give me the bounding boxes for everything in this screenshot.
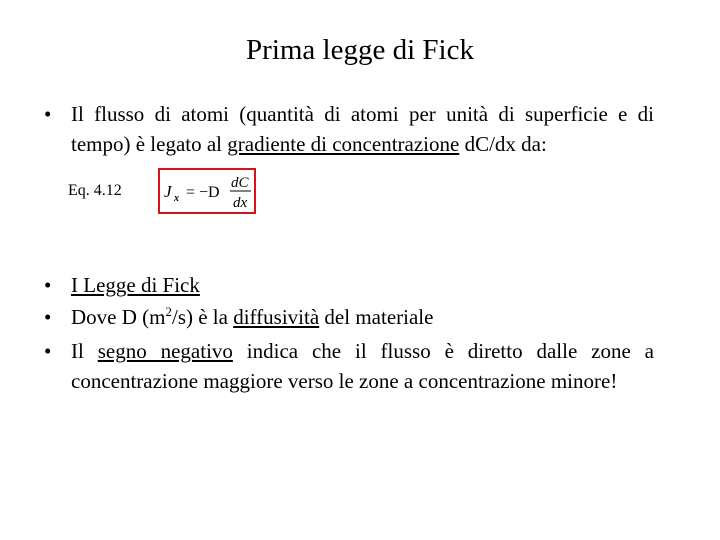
equation-lhs: J <box>164 182 172 201</box>
slide-title: Prima legge di Fick <box>246 34 474 66</box>
bullet-text-part: del materiale <box>319 305 434 329</box>
equation-label: Eq. 4.12 <box>68 182 122 199</box>
bullet-text-part: Il flusso di atomi (quantità di atomi per unità di superficie e di tempo) è legato al <box>71 102 654 156</box>
underlined-term-gradient: gradiente di concentrazione <box>227 132 460 156</box>
equation-lhs-subscript: x <box>174 193 179 204</box>
underlined-term-negative-sign: segno negativo <box>97 339 233 363</box>
bullet-text <box>71 302 654 332</box>
bullet-item-diffusivity <box>44 302 654 332</box>
bullet-text-part: Dove D (m <box>71 305 166 329</box>
bullet-item-negative-sign <box>44 336 654 396</box>
bullet-text <box>71 270 654 300</box>
bullet-item-flux <box>44 99 654 159</box>
equation-operator: = −D <box>186 184 220 201</box>
bullet-text-part: dC/dx da: <box>459 132 547 156</box>
equation-numerator: dC <box>231 175 249 191</box>
bullet-text <box>71 99 654 159</box>
underlined-term-first-law: I Legge di Fick <box>71 273 200 297</box>
bullet-text <box>71 336 654 396</box>
bullet-marker: • <box>44 102 52 126</box>
unit-superscript: 2 <box>165 304 172 319</box>
bullet-marker: • <box>44 305 52 329</box>
equation-box <box>158 168 256 214</box>
bullet-text-part: /s) è la <box>171 305 234 329</box>
equation-denominator: dx <box>233 195 248 211</box>
bullet-marker: • <box>44 273 52 297</box>
bullet-text-part: indica che il flusso è diretto dalle zone a concentrazione maggiore verso le zone a concentrazione minore! <box>71 339 654 393</box>
bullet-item-first-law <box>44 270 654 300</box>
underlined-term-diffusivity: diffusività <box>233 305 320 329</box>
bullet-text-part: Il <box>71 339 98 363</box>
equation-formula <box>160 170 254 212</box>
bullet-marker: • <box>44 339 52 363</box>
